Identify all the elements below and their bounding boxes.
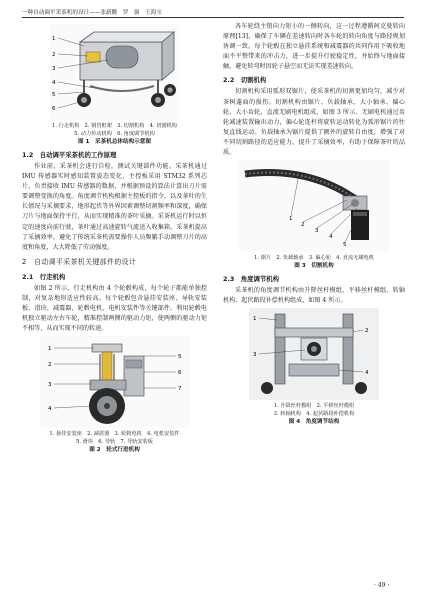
- fig2-callout-7: 7: [177, 386, 181, 393]
- figure-4: [249, 308, 379, 400]
- fig4-callout-3: 3: [253, 352, 257, 359]
- left-column: [22, 22, 207, 455]
- figure-2-caption: 图 2 轮式行进机构: [89, 447, 140, 454]
- fig3-callout-2: 2: [301, 222, 305, 229]
- fig3-callout-3: 3: [315, 228, 319, 235]
- section-2-1-body: 如图 2 所示，行走机构由 4 个轮毂构成，每个轮子都能单独控制，对复杂地形适应性较高。每个轮毂包含悬挂安装座、导轨安装板、滑块、减震器、轮毂电机、电机安装件等关键部件。利用轮毂电机独立驱动左右车轮，精准控制两侧的驱动力矩，使两侧的驱动力矩不相等，从而实现不同的转速。: [22, 284, 207, 333]
- figure-1: [50, 24, 180, 120]
- figure-2-legend-line-1: 1. 悬挂安装座 2. 减震器 3. 轮毂电机 4. 电机安装件: [49, 431, 180, 438]
- fig4-callout-2: 2: [365, 328, 369, 335]
- right-column: [223, 22, 405, 427]
- section-2-1-heading: 2.1 行走机构: [22, 272, 66, 281]
- section-2-3-heading: 2.3 角度调节机构: [223, 275, 280, 284]
- section-1-2-heading: 1.2 自动调平采茶机的工作原理: [22, 151, 117, 159]
- fig1-callout-5: 5: [51, 92, 55, 98]
- figure-3-caption: 图 3 切割机构: [294, 263, 334, 270]
- figure-4-caption: 图 4 角度调节结构: [288, 419, 340, 426]
- fig1-callout-1: 1: [51, 36, 55, 42]
- fig3-callout-4: 4: [329, 234, 333, 241]
- fig2-callout-3: 3: [47, 382, 51, 389]
- fig4-callout-4: 4: [365, 370, 369, 377]
- chapter-2-heading: 2 自动调平采茶机关键部件的设计: [22, 257, 137, 266]
- fig1-callout-2: 2: [51, 52, 55, 58]
- figure-1-image: [50, 24, 180, 120]
- fig2-callout-2: 2: [47, 362, 51, 369]
- figure-1-caption: 图 1 采茶机总体结构示意图: [78, 139, 151, 145]
- section-1-2-body: 作业前，采茶机会进行自检，测试关键部件功能。采茶机通过 IMU 传感器实时感知装置姿态变化，主控板采用 STM32 系列芯片，负责接收 IMU 传感器的数据，并根据预设的算法计算出刀片需要调整变换的角度。角度调节机构根据主控板的指令，以及茶叶的生长情况与采摘要求，地形起伏等外界因素调整切割频率和深度，确保刀片与地面保持平行，从而实现精准的茶叶采摘。采茶机运行时以恒定的速度向前行驶，茶叶通过高速旋转气流送入收集箱。采茶机提高了采摘效率，避免了传统采茶机需要操作人员频繁手动调整刀片的高度和角度，大大降低了劳动强度。: [22, 163, 207, 251]
- figure-2: [40, 336, 190, 428]
- page-number: · 49 ·: [374, 582, 390, 589]
- figure-2-legend-line-2: 5. 滑块 6. 导轨 7. 导轨安装板: [76, 439, 153, 446]
- figure-3: [239, 160, 389, 252]
- figure-1-legend-line-2: 5. 动力传动机构 6. 角度调节机构: [74, 131, 155, 137]
- figure-4-legend-line-1: 1. 升降丝杆模组 2. 平移丝杆模组: [273, 403, 355, 410]
- figure-4-legend-line-2: 3. 转轴机构 4. 起伏路段补偿机构: [273, 411, 355, 418]
- header-rule: [22, 17, 404, 18]
- fig1-callout-3: 3: [51, 66, 55, 72]
- fig2-callout-5: 5: [177, 354, 181, 361]
- section-2-2-body: 切割机构采用弧形双锯片，使采茶机的切割更加均匀，减少对茶树蓬面的损伤。切割机构由锯片、负载轴承、大小轴承、偏心轮、大小齿轮、直流无刷电机组成，如图 3 所示。无刷电机通过齿轮减速装置输出动力，偏心轮连杆将旋转运动转化为弧形锯片的往复直线运动。负载轴承为锯片提供了额外的旋转自由度，增强了对不同切割路径的适应能力，提升了采摘效率，有助于保障茶叶的品质。: [223, 88, 405, 157]
- figure-1-legend-line-1: 1. 行走机构 2. 钢管框架 3. 切割机构 4. 切割机构: [52, 123, 177, 129]
- fig2-callout-1: 1: [47, 346, 51, 353]
- figure-4-image: [249, 308, 379, 400]
- section-2-3-body: 采茶机的角度调节机构由升降丝杆模组、平移丝杆模组、转轴机构、起伏路段补偿机构组成，如图 4 所示。: [223, 287, 405, 305]
- fig2-callout-4: 4: [47, 406, 51, 413]
- figure-2-image: [40, 336, 190, 428]
- fig2-callout-6: 6: [177, 370, 181, 377]
- running-header: 一种自动调平采茶机的设计——张新鹏 罗 强 王海宝: [22, 10, 162, 16]
- fig1-callout-4: 4: [51, 80, 55, 86]
- fig3-callout-5: 5: [343, 242, 347, 249]
- fig3-callout-1: 1: [289, 216, 293, 223]
- fig4-callout-1: 1: [253, 316, 257, 323]
- right-top-body: 各车轮绕主销向力矩小的一侧转向，这一过程遵循阿克曼转向原理[13]，确保了车辆在差速转向时各车轮的转向角度与路径规划协调一致。每个轮毂在独立悬挂系统和减震器的共同作用下吸收地面不平整带来的冲击力，进一步提升行驶稳定性，并始终与地面接触，避免转弯时因轮子悬空而无法实现差速转向。: [223, 23, 405, 71]
- figure-3-legend: 1. 锯片 2. 负载轴承 3. 偏心轮 4. 直流无刷电机: [254, 255, 374, 262]
- figure-3-image: [239, 160, 389, 252]
- fig1-callout-6: 6: [51, 106, 55, 112]
- section-2-2-heading: 2.2 切割机构: [223, 76, 267, 85]
